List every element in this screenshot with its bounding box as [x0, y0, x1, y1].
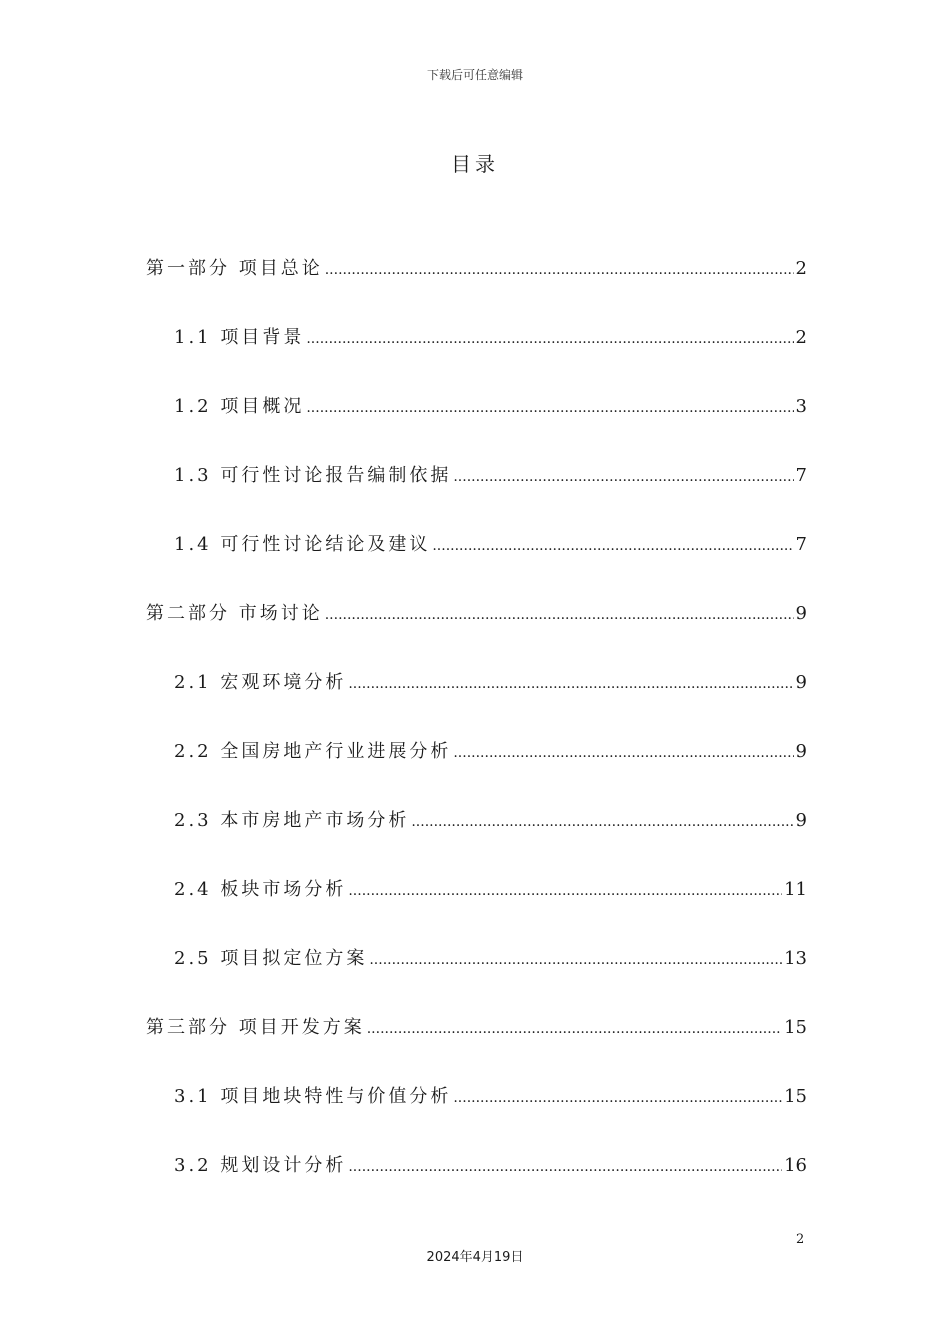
toc-entry-page: 7	[795, 534, 807, 555]
toc-entry[interactable]	[146, 530, 807, 599]
toc-leader-dots	[432, 534, 793, 555]
toc-entry-label: 2.3 本市房地产市场分析	[174, 810, 410, 831]
toc-entry-label: 2.2 全国房地产行业进展分析	[174, 741, 452, 762]
toc-entry-label: 第三部分 项目开发方案	[146, 1017, 365, 1038]
page-number: 2	[796, 1232, 805, 1247]
toc-entry-page: 2	[795, 258, 807, 279]
toc-leader-dots	[306, 327, 793, 348]
toc-entry[interactable]	[146, 392, 807, 461]
toc-entry[interactable]	[146, 875, 807, 944]
toc-entry-page: 9	[795, 810, 807, 831]
toc-entry-label: 1.4 可行性讨论结论及建议	[174, 534, 431, 555]
toc-entry-page: 16	[784, 1155, 807, 1176]
page-header-note: 下载后可任意编辑	[426, 68, 523, 82]
toc-entry[interactable]	[146, 599, 807, 668]
toc-leader-dots	[325, 603, 794, 624]
footer-date: 2024年4月19日	[426, 1250, 524, 1265]
toc-entry-label: 1.1 项目背景	[174, 327, 305, 348]
toc-entry-page: 9	[795, 741, 807, 762]
toc-entry[interactable]	[146, 944, 807, 1013]
toc-entry[interactable]	[146, 323, 807, 392]
toc-entry[interactable]	[146, 737, 807, 806]
toc-entry-page: 2	[795, 327, 807, 348]
toc-entry[interactable]	[146, 1013, 807, 1082]
toc-entry[interactable]	[146, 806, 807, 875]
toc-entry-label: 第二部分 市场讨论	[146, 603, 323, 624]
toc-leader-dots	[453, 1086, 782, 1107]
toc-leader-dots	[325, 258, 794, 279]
toc-entry-page: 11	[784, 879, 807, 900]
toc-entry[interactable]	[146, 668, 807, 737]
page-title: 目录	[451, 152, 499, 176]
toc-entry-label: 3.1 项目地块特性与价值分析	[174, 1086, 452, 1107]
toc-entry-page: 9	[795, 603, 807, 624]
toc-entry[interactable]	[146, 461, 807, 530]
toc-entry-label: 2.5 项目拟定位方案	[174, 948, 368, 969]
toc-leader-dots	[306, 396, 793, 417]
toc-entry-page: 13	[784, 948, 807, 969]
toc-leader-dots	[348, 672, 793, 693]
toc-entry-label: 2.1 宏观环境分析	[174, 672, 347, 693]
toc-leader-dots	[453, 465, 793, 486]
toc-leader-dots	[348, 879, 782, 900]
toc-entry-page: 15	[784, 1017, 807, 1038]
toc-entry[interactable]	[146, 254, 807, 323]
toc-entry-page: 9	[795, 672, 807, 693]
toc-entry-page: 15	[784, 1086, 807, 1107]
toc-entry-label: 2.4 板块市场分析	[174, 879, 347, 900]
toc-entry-page: 3	[795, 396, 807, 417]
table-of-contents	[146, 254, 807, 1220]
toc-leader-dots	[411, 810, 793, 831]
toc-entry-label: 1.3 可行性讨论报告编制依据	[174, 465, 452, 486]
toc-leader-dots	[453, 741, 793, 762]
toc-leader-dots	[367, 1017, 782, 1038]
toc-entry-label: 3.2 规划设计分析	[174, 1155, 347, 1176]
toc-entry-page: 7	[795, 465, 807, 486]
toc-entry[interactable]	[146, 1151, 807, 1220]
toc-entry-label: 第一部分 项目总论	[146, 258, 323, 279]
toc-leader-dots	[348, 1155, 782, 1176]
toc-leader-dots	[369, 948, 782, 969]
toc-entry-label: 1.2 项目概况	[174, 396, 305, 417]
toc-entry[interactable]	[146, 1082, 807, 1151]
